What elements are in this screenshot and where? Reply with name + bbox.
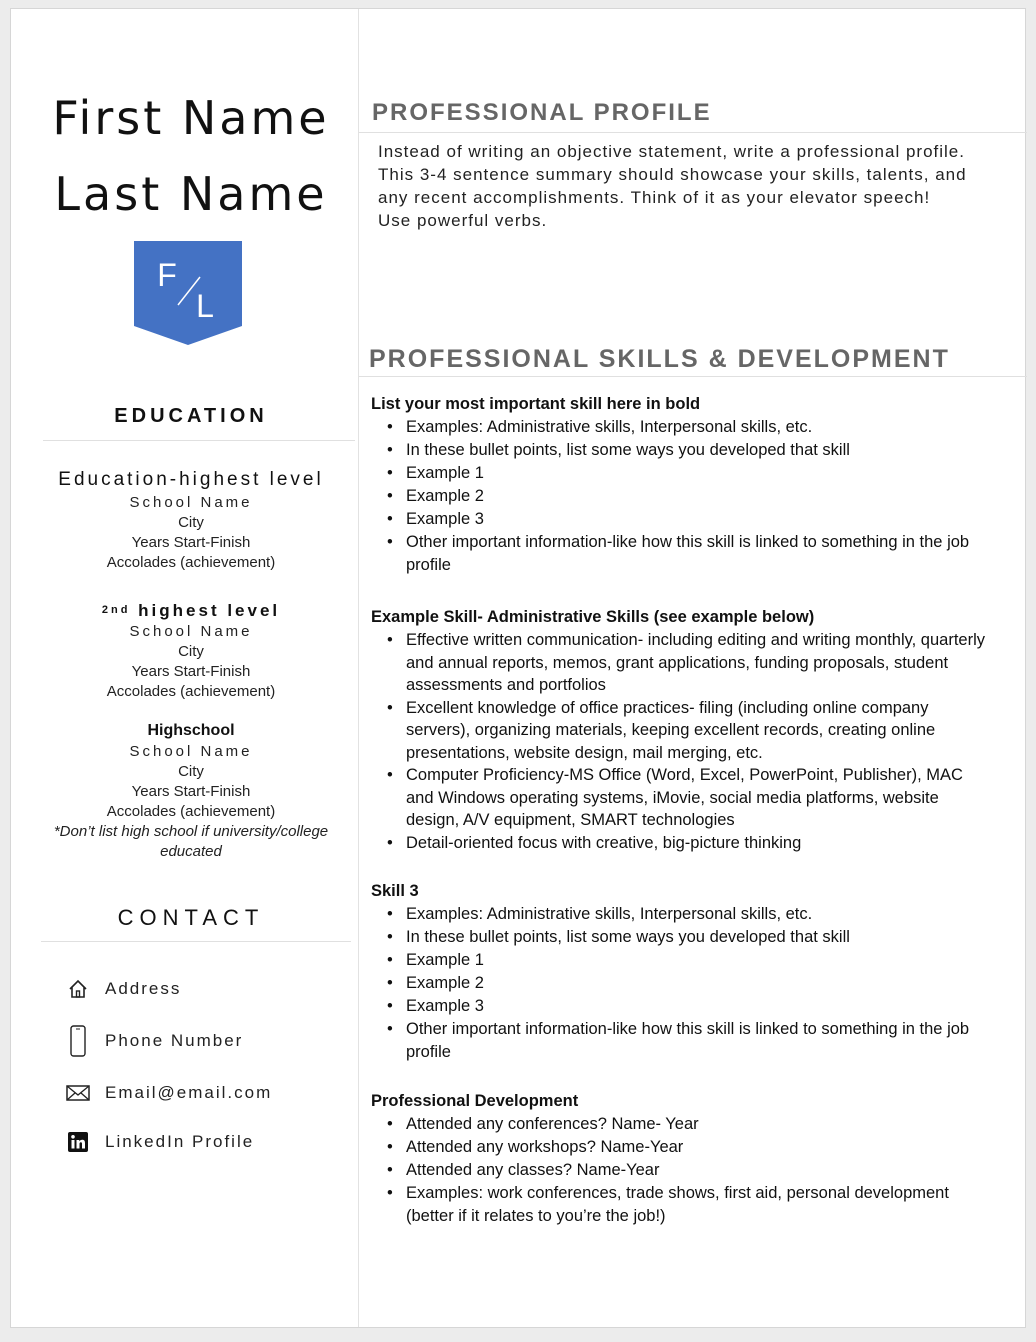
- skill-bullet: • Other important information-like how this skill is linked to something in the job profile: [387, 531, 991, 577]
- education-title-text: highest level: [138, 601, 281, 620]
- contact-phone-text: Phone Number: [105, 1031, 244, 1050]
- education-entry: [31, 467, 351, 573]
- linkedin-icon: [65, 1126, 91, 1158]
- skill-bullet: • Examples: work conferences, trade shows, first aid, personal development (better if it relates to you’re the job!): [387, 1182, 991, 1228]
- school-years: Years Start-Finish: [131, 783, 251, 800]
- skill-section: [371, 606, 991, 854]
- profile-divider: [359, 132, 1027, 133]
- education-entry: [31, 720, 351, 862]
- school-accolades: Accolades (achievement): [106, 683, 276, 700]
- skill-bullet: • Attended any classes? Name-Year: [387, 1159, 991, 1182]
- profile-heading: PROFESSIONAL PROFILE: [372, 99, 712, 126]
- phone-icon: [65, 1025, 91, 1057]
- education-heading: EDUCATION: [114, 405, 268, 427]
- skill-bullet: • In these bullet points, list some ways you developed that skill: [387, 926, 991, 949]
- contact-divider: [41, 941, 351, 942]
- column-divider: [358, 9, 359, 1327]
- school-city: City: [178, 763, 204, 780]
- school-city: City: [178, 643, 204, 660]
- profile-text: Instead of writing an objective statement, write a professional profile. This 3-4 sentence summary should showcase your skills, talents, and any recent accomplishments. Think of it as your elevator speech! Use powerful verbs.: [378, 142, 967, 230]
- contact-phone: [65, 1024, 243, 1058]
- skill-bullet: • Example 1: [387, 949, 991, 972]
- monogram-badge: [134, 241, 242, 345]
- skill-bullet: • Example 2: [387, 485, 991, 508]
- skill-bullet: • Examples: Administrative skills, Interpersonal skills, etc.: [387, 903, 991, 926]
- skill-title: Skill 3: [371, 882, 419, 900]
- skill-title: List your most important skill here in bold: [371, 395, 701, 413]
- skill-bullet-list: [371, 903, 991, 1064]
- skill-bullet: • Computer Proficiency-MS Office (Word, Excel, PowerPoint, Publisher), MAC and Windows operating systems, iMovie, social media platforms, website design, A/V equipment, SMART technologies: [387, 764, 991, 832]
- skill-bullet: • Attended any workshops? Name-Year: [387, 1136, 991, 1159]
- skill-bullet: • Example 1: [387, 462, 991, 485]
- skill-bullet: • Examples: Administrative skills, Interpersonal skills, etc.: [387, 416, 991, 439]
- skill-section: [371, 880, 991, 1064]
- skill-bullet: • Effective written communication- including editing and writing monthly, quarterly and annual reports, memos, grant applications, funding proposals, student assessments and portfolios: [387, 629, 991, 697]
- school-years: Years Start-Finish: [131, 534, 251, 551]
- contact-heading: CONTACT: [117, 905, 265, 930]
- envelope-icon: [65, 1077, 91, 1109]
- school-name: School Name: [129, 494, 253, 511]
- education-title: [31, 599, 351, 622]
- school-name: School Name: [129, 743, 253, 760]
- skill-bullet: • In these bullet points, list some ways you developed that skill: [387, 439, 991, 462]
- resume-page: [10, 8, 1026, 1328]
- skill-bullet: • Detail-oriented focus with creative, big-picture thinking: [387, 832, 991, 855]
- skill-bullet: • Other important information-like how this skill is linked to something in the job profile: [387, 1018, 991, 1064]
- skill-bullet: • Example 3: [387, 995, 991, 1018]
- monogram-letter-2: L: [196, 288, 214, 324]
- professional-development-section: [371, 1090, 991, 1228]
- school-name: School Name: [129, 623, 253, 640]
- contact-linkedin-text: LinkedIn Profile: [105, 1132, 255, 1151]
- school-city: City: [178, 514, 204, 531]
- education-title: Highschool: [147, 722, 235, 739]
- education-title-superscript: 2nd: [101, 604, 131, 616]
- school-accolades: Accolades (achievement): [106, 803, 276, 820]
- skill-title: Professional Development: [371, 1092, 579, 1110]
- skills-divider: [359, 376, 1027, 377]
- skill-bullet-list: [371, 416, 991, 577]
- education-entry: [31, 599, 351, 702]
- skill-bullet-list: [371, 629, 991, 854]
- last-name: Last Name: [54, 167, 328, 221]
- highschool-note: *Don’t list high school if university/college educated: [53, 823, 329, 860]
- contact-linkedin: [65, 1125, 254, 1159]
- school-years: Years Start-Finish: [131, 663, 251, 680]
- education-title: Education-highest level: [58, 469, 324, 490]
- first-name: First Name: [52, 91, 330, 145]
- skill-section: [371, 393, 991, 577]
- skill-bullet-list: [371, 1113, 991, 1228]
- school-accolades: Accolades (achievement): [106, 554, 276, 571]
- skill-title: Example Skill- Administrative Skills (see example below): [371, 608, 815, 626]
- contact-address-text: Address: [105, 979, 182, 998]
- skill-bullet: • Example 2: [387, 972, 991, 995]
- home-icon: [65, 973, 91, 1005]
- contact-email: [65, 1076, 272, 1110]
- skill-bullet: • Attended any conferences? Name- Year: [387, 1113, 991, 1136]
- contact-email-text: Email@email.com: [105, 1083, 273, 1102]
- skill-bullet: • Excellent knowledge of office practices- filing (including online company servers), organizing materials, keeping excellent records, creating online presentations, website design, mail merging, etc.: [387, 697, 991, 765]
- contact-address: [65, 972, 181, 1006]
- monogram-letter-1: F: [157, 257, 177, 293]
- skill-bullet: • Example 3: [387, 508, 991, 531]
- skills-heading: PROFESSIONAL SKILLS & DEVELOPMENT: [369, 345, 950, 373]
- education-divider: [43, 440, 355, 441]
